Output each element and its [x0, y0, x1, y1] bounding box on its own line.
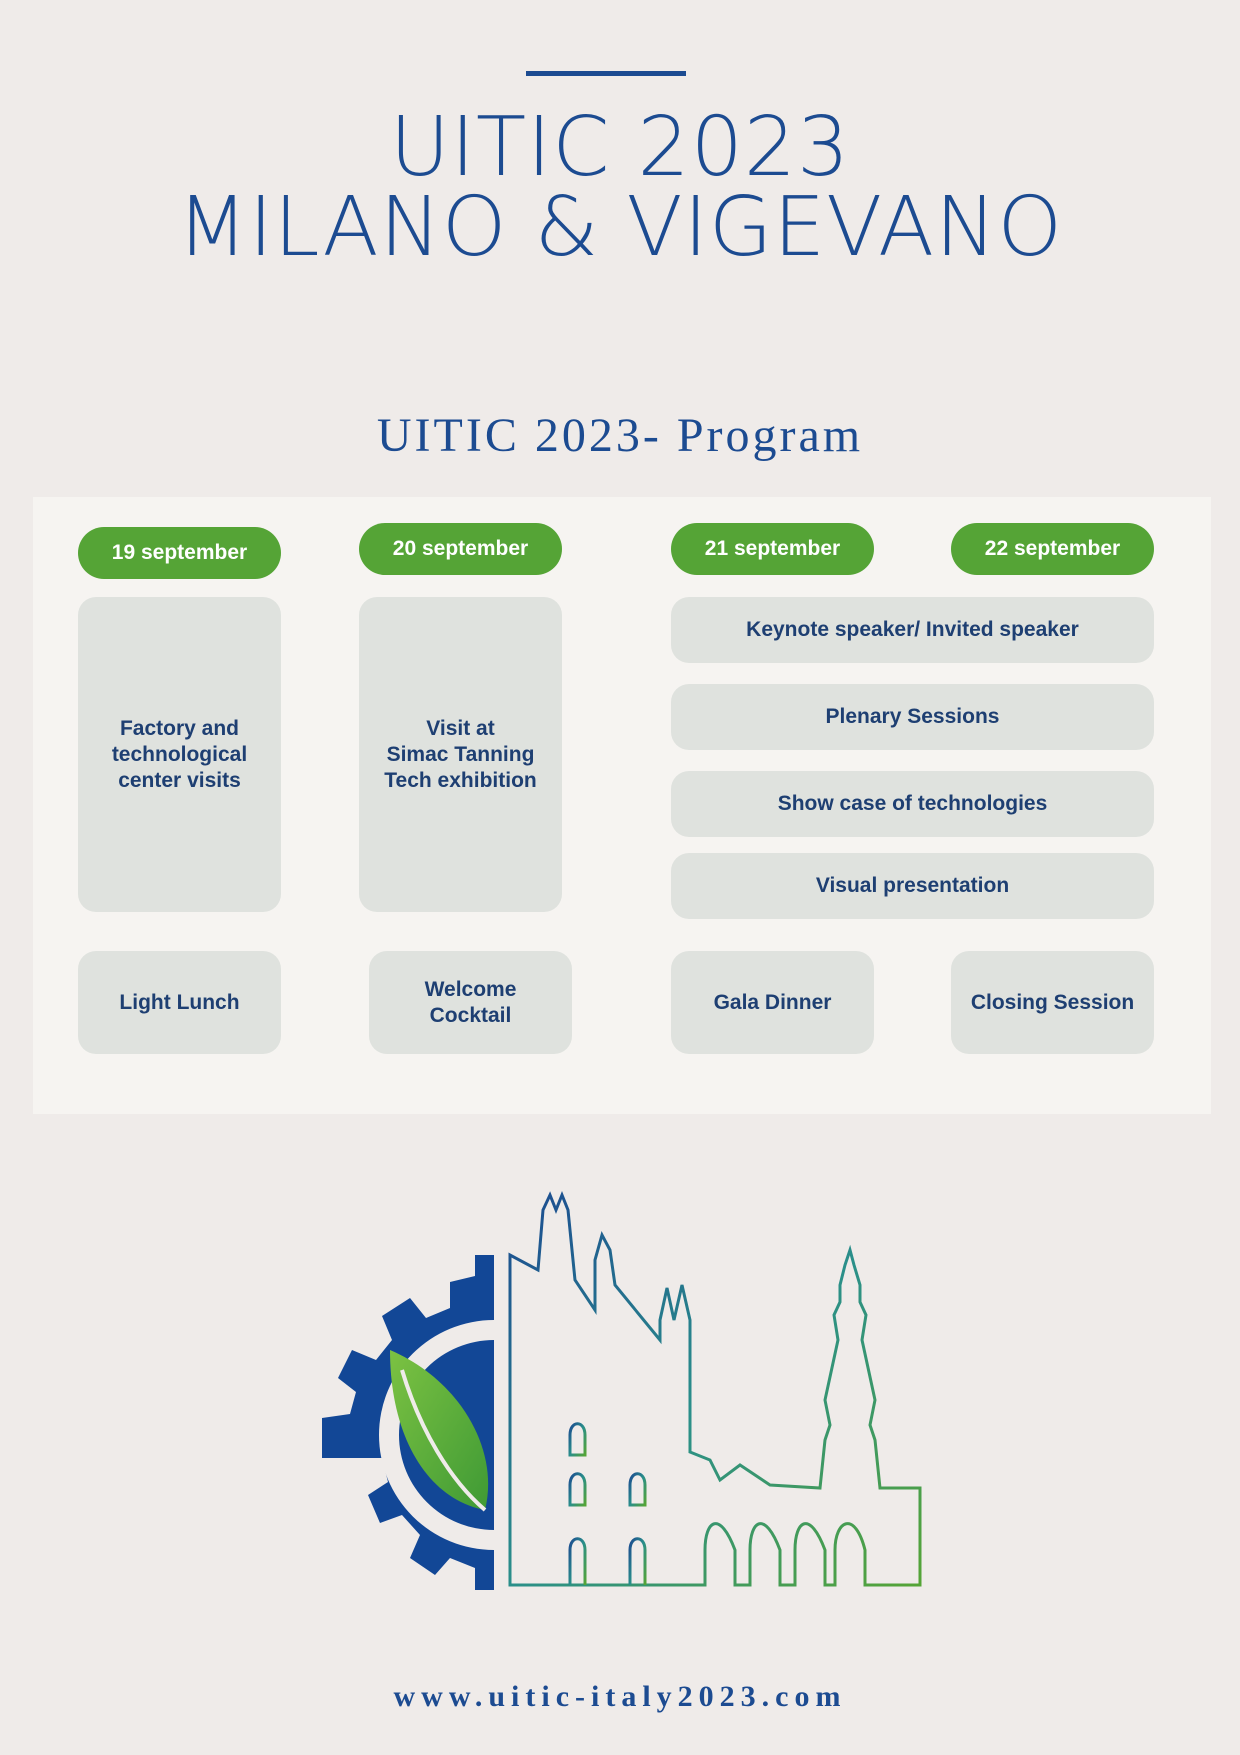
day-badge-20: 20 september — [359, 523, 562, 575]
activity-simac-exhibition: Visit at Simac Tanning Tech exhibition — [359, 597, 562, 912]
session-visual: Visual presentation — [671, 853, 1154, 919]
day-badge-19: 19 september — [78, 527, 281, 579]
session-plenary: Plenary Sessions — [671, 684, 1154, 750]
event-welcome-cocktail: Welcome Cocktail — [369, 951, 572, 1054]
website-url: www.uitic-italy2023.com — [393, 1680, 847, 1713]
session-keynote: Keynote speaker/ Invited speaker — [671, 597, 1154, 663]
activity-factory-visits: Factory and technological center visits — [78, 597, 281, 912]
page-title-line1: UITIC 2023 — [389, 100, 851, 195]
gear-leaf-milan-skyline-logo — [310, 1190, 950, 1600]
page-title-line2: MILANO & VIGEVANO — [176, 180, 1063, 275]
title-rule — [526, 71, 686, 76]
event-light-lunch: Light Lunch — [78, 951, 281, 1054]
milan-skyline-icon — [510, 1195, 920, 1585]
day-badge-21: 21 september — [671, 523, 874, 575]
program-heading: UITIC 2023- Program — [376, 409, 864, 462]
session-showcase: Show case of technologies — [671, 771, 1154, 837]
event-gala-dinner: Gala Dinner — [671, 951, 874, 1054]
event-closing-session: Closing Session — [951, 951, 1154, 1054]
day-badge-22: 22 september — [951, 523, 1154, 575]
